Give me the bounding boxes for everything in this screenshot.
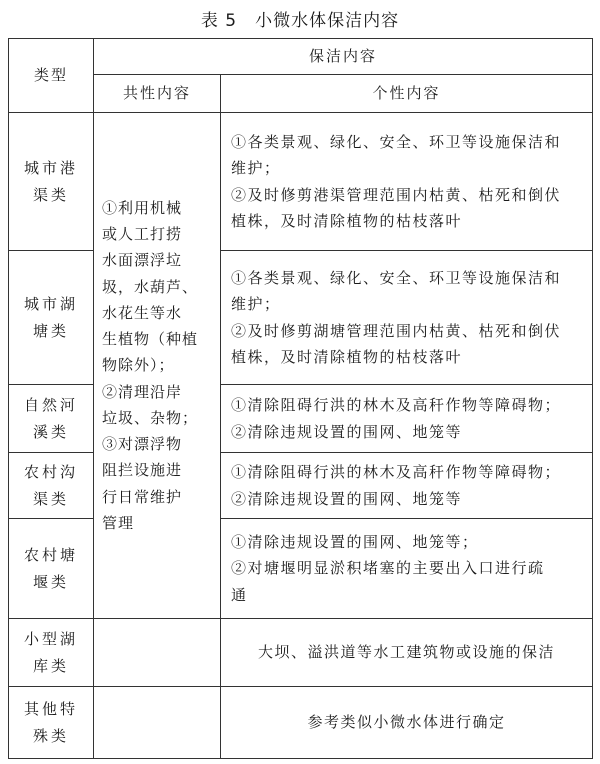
header-category: 类型 [9,39,94,113]
row-category: 农村塘 堰类 [9,519,94,619]
common-content-cell: ①利用机械 或人工打捞 水面漂浮垃 圾，水葫芦、 水花生等水 生植物（种植 物除外）； ②清理沿岸 垃圾、杂物； ③对漂浮物 阻拦设施进 行日常维护 管理 [94,113,221,619]
row-individual-content: 大坝、溢洪道等水工建筑物或设施的保洁 [221,619,593,687]
table-title: 小微水体保洁内容 [255,11,400,31]
row-individual-content: 参考类似小微水体进行确定 [221,687,593,759]
header-row-2 [9,75,593,113]
row-individual-content: ①各类景观、绿化、安全、环卫等设施保洁和 维护； ②及时修剪湖塘管理范围内枯黄、枯死和倒伏 植株，及时清除植物的枯枝落叶 [221,251,593,385]
header-row-1 [9,39,593,75]
header-common-content: 共性内容 [94,75,221,113]
cleaning-content-table [8,38,593,759]
table-number: 表 5 [200,11,238,31]
row-individual-content: ①清除违规设置的围网、地笼等； ②对塘堰明显淤积堵塞的主要出入口进行疏 通 [221,519,593,619]
header-individual-content: 个性内容 [221,75,593,113]
table-row [9,113,593,251]
row-individual-content: ①各类景观、绿化、安全、环卫等设施保洁和 维护； ②及时修剪港渠管理范围内枯黄、枯死和倒伏 植株，及时清除植物的枯枝落叶 [221,113,593,251]
common-content-empty [94,687,221,759]
row-category: 其他特 殊类 [9,687,94,759]
row-individual-content: ①清除阻碍行洪的林木及高秆作物等障碍物； ②清除违规设置的围网、地笼等 [221,385,593,453]
table-caption [0,6,600,31]
common-content-empty [94,619,221,687]
row-category: 农村沟 渠类 [9,453,94,519]
table-row [9,687,593,759]
row-category: 城市湖 塘类 [9,251,94,385]
table-row [9,619,593,687]
row-individual-content: ①清除阻碍行洪的林木及高秆作物等障碍物； ②清除违规设置的围网、地笼等 [221,453,593,519]
header-cleaning-content: 保洁内容 [94,39,593,75]
row-category: 小型湖 库类 [9,619,94,687]
row-category: 自然河 溪类 [9,385,94,453]
row-category: 城市港 渠类 [9,113,94,251]
